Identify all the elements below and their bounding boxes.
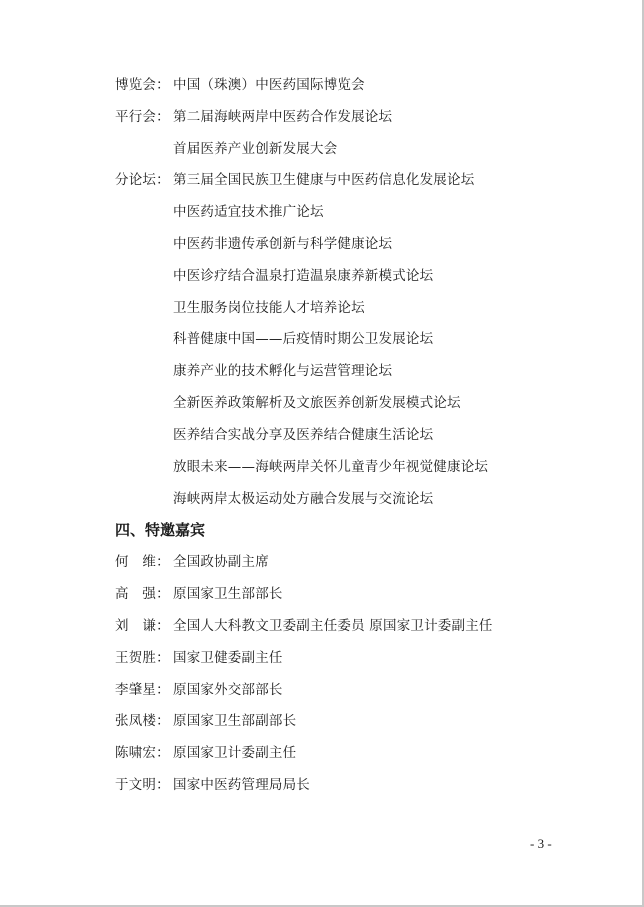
expo-label: 博览会： — [115, 77, 170, 93]
subforum-item: 医养结合实战分享及医养结合健康生活论坛 — [173, 427, 434, 443]
guest-name: 刘 谦： — [115, 618, 170, 634]
subforum-item: 全新医养政策解析及文旅医养创新发展模式论坛 — [173, 395, 461, 411]
subforum-item: 康养产业的技术孵化与运营管理论坛 — [173, 363, 393, 379]
subforum-item: 放眼未来——海峡两岸关怀儿童青少年视觉健康论坛 — [173, 459, 489, 475]
subforum-label: 分论坛： — [115, 172, 170, 188]
guest-name: 于文明： — [115, 777, 170, 793]
guest-row — [115, 550, 269, 574]
guest-name: 陈啸宏： — [115, 745, 170, 761]
guest-name: 王贺胜： — [115, 650, 170, 666]
guest-title: 国家卫健委副主任 — [173, 650, 283, 666]
guest-name: 何 维： — [115, 554, 170, 570]
guest-row — [115, 709, 296, 733]
guest-row — [115, 678, 283, 702]
subforum-item: 卫生服务岗位技能人才培养论坛 — [173, 300, 365, 316]
subforum-line-1 — [115, 168, 474, 192]
section-heading-guests: 四、特邀嘉宾 — [115, 521, 206, 539]
guest-title: 全国政协副主席 — [173, 554, 269, 570]
subforum-item: 海峡两岸太极运动处方融合发展与交流论坛 — [173, 491, 434, 507]
parallel-line-1 — [115, 105, 392, 129]
guest-name: 高 强： — [115, 586, 170, 602]
guest-name: 李肇星： — [115, 682, 170, 698]
guest-row — [115, 646, 283, 670]
guest-title: 原国家卫生部副部长 — [173, 713, 297, 729]
subforum-item: 中医药非遗传承创新与科学健康论坛 — [173, 236, 393, 252]
subforum-item: 科普健康中国——后疫情时期公卫发展论坛 — [173, 331, 434, 347]
guest-row — [115, 614, 493, 638]
parallel-label: 平行会： — [115, 109, 170, 125]
guest-title: 国家中医药管理局局长 — [173, 777, 310, 793]
expo-line — [115, 73, 365, 97]
guest-title: 原国家卫计委副主任 — [173, 745, 297, 761]
guest-name: 张凤楼： — [115, 713, 170, 729]
expo-value: 中国（珠澳）中医药国际博览会 — [173, 77, 365, 93]
guest-row — [115, 773, 310, 797]
subforum-item: 第三届全国民族卫生健康与中医药信息化发展论坛 — [173, 172, 475, 188]
guest-title: 全国人大科教文卫委副主任委员 原国家卫计委副主任 — [173, 618, 493, 634]
guest-row — [115, 741, 296, 765]
parallel-item: 第二届海峡两岸中医药合作发展论坛 — [173, 109, 393, 125]
subforum-item: 中医药适宜技术推广论坛 — [173, 204, 324, 220]
page-number: - 3 - — [530, 836, 552, 851]
guest-title: 原国家卫生部部长 — [173, 586, 283, 602]
parallel-item: 首届医养产业创新发展大会 — [173, 141, 338, 157]
guest-row — [115, 582, 283, 606]
subforum-item: 中医诊疗结合温泉打造温泉康养新模式论坛 — [173, 268, 434, 284]
guest-title: 原国家外交部部长 — [173, 682, 283, 698]
